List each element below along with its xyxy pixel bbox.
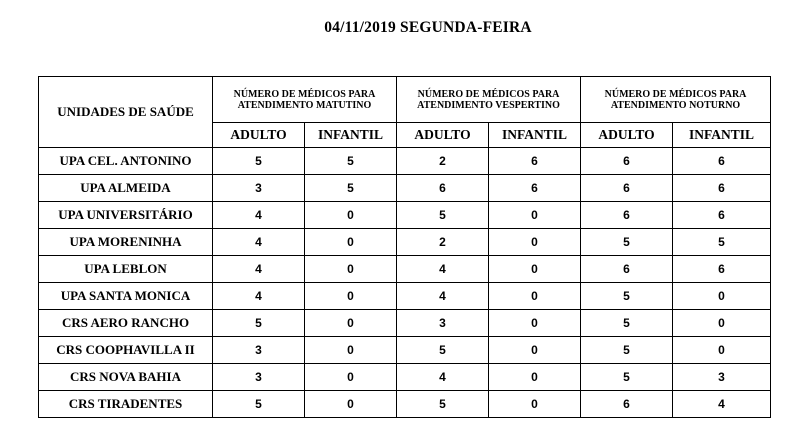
period-header-noturno: NÚMERO DE MÉDICOS PARA ATENDIMENTO NOTURNO: [581, 77, 771, 123]
doctor-count-cell: 5: [213, 310, 305, 337]
doctor-count-cell: 4: [213, 202, 305, 229]
table-row: [39, 283, 771, 310]
doctor-count-cell: 0: [489, 391, 581, 418]
doctor-count-cell: 0: [489, 229, 581, 256]
unit-name-cell: UPA CEL. ANTONINO: [39, 148, 213, 175]
doctor-count-cell: 4: [397, 283, 489, 310]
table-row: [39, 175, 771, 202]
subheader-adulto: ADULTO: [397, 123, 489, 148]
unit-name-cell: UPA MORENINHA: [39, 229, 213, 256]
table-row: [39, 391, 771, 418]
unit-name-cell: CRS COOPHAVILLA II: [39, 337, 213, 364]
doctor-count-cell: 6: [581, 175, 673, 202]
table-row: [39, 364, 771, 391]
doctor-count-cell: 5: [397, 391, 489, 418]
doctor-count-cell: 6: [489, 148, 581, 175]
doctor-count-cell: 3: [673, 364, 771, 391]
unit-name-cell: CRS NOVA BAHIA: [39, 364, 213, 391]
unit-name-cell: UPA SANTA MONICA: [39, 283, 213, 310]
doctor-count-cell: 0: [673, 337, 771, 364]
unit-name-cell: UPA UNIVERSITÁRIO: [39, 202, 213, 229]
unit-name-cell: UPA ALMEIDA: [39, 175, 213, 202]
doctor-count-cell: 0: [305, 391, 397, 418]
doctor-count-cell: 6: [673, 175, 771, 202]
doctor-count-cell: 3: [213, 364, 305, 391]
header-row-periods: [39, 77, 771, 123]
unit-name-cell: UPA LEBLON: [39, 256, 213, 283]
doctor-count-cell: 0: [305, 364, 397, 391]
doctor-count-cell: 0: [489, 337, 581, 364]
doctor-count-cell: 0: [305, 202, 397, 229]
units-header: UNIDADES DE SAÚDE: [39, 77, 213, 148]
doctor-count-cell: 4: [213, 283, 305, 310]
doctor-count-cell: 3: [397, 310, 489, 337]
doctor-count-cell: 5: [581, 364, 673, 391]
table-row: [39, 337, 771, 364]
doctor-count-cell: 5: [673, 229, 771, 256]
page-title: 04/11/2019 SEGUNDA-FEIRA: [324, 19, 532, 36]
doctor-count-cell: 0: [489, 283, 581, 310]
doctor-count-cell: 6: [581, 148, 673, 175]
unit-name-cell: CRS TIRADENTES: [39, 391, 213, 418]
doctor-count-cell: 0: [673, 310, 771, 337]
doctor-count-cell: 4: [213, 229, 305, 256]
table-row: [39, 202, 771, 229]
subheader-adulto: ADULTO: [213, 123, 305, 148]
doctor-count-cell: 0: [489, 202, 581, 229]
doctor-count-cell: 6: [581, 256, 673, 283]
doctor-count-cell: 4: [397, 364, 489, 391]
doctors-table: [38, 76, 771, 418]
doctor-count-cell: 0: [673, 283, 771, 310]
doctor-count-cell: 3: [213, 337, 305, 364]
doctor-count-cell: 5: [581, 310, 673, 337]
doctor-count-cell: 5: [305, 148, 397, 175]
doctor-count-cell: 5: [213, 391, 305, 418]
doctor-count-cell: 5: [397, 202, 489, 229]
period-header-matutino: NÚMERO DE MÉDICOS PARA ATENDIMENTO MATUTINO: [213, 77, 397, 123]
doctor-count-cell: 6: [397, 175, 489, 202]
doctor-count-cell: 3: [213, 175, 305, 202]
doctor-count-cell: 2: [397, 148, 489, 175]
doctor-count-cell: 4: [673, 391, 771, 418]
subheader-adulto: ADULTO: [581, 123, 673, 148]
table-body: [39, 148, 771, 418]
doctor-count-cell: 5: [305, 175, 397, 202]
subheader-infantil: INFANTIL: [673, 123, 771, 148]
doctor-count-cell: 6: [673, 202, 771, 229]
doctor-count-cell: 6: [673, 148, 771, 175]
doctor-count-cell: 0: [305, 283, 397, 310]
doctor-count-cell: 0: [489, 364, 581, 391]
table-row: [39, 310, 771, 337]
table-row: [39, 256, 771, 283]
doctor-count-cell: 5: [213, 148, 305, 175]
doctor-count-cell: 4: [397, 256, 489, 283]
doctor-count-cell: 5: [581, 283, 673, 310]
subheader-infantil: INFANTIL: [305, 123, 397, 148]
table-row: [39, 148, 771, 175]
table-row: [39, 229, 771, 256]
doctor-count-cell: 4: [213, 256, 305, 283]
doctor-count-cell: 5: [581, 337, 673, 364]
doctor-count-cell: 0: [305, 337, 397, 364]
doctor-count-cell: 0: [489, 256, 581, 283]
unit-name-cell: CRS AERO RANCHO: [39, 310, 213, 337]
doctor-count-cell: 5: [581, 229, 673, 256]
doctor-count-cell: 6: [489, 175, 581, 202]
doctor-count-cell: 5: [397, 337, 489, 364]
doctor-count-cell: 0: [305, 229, 397, 256]
period-header-vespertino: NÚMERO DE MÉDICOS PARA ATENDIMENTO VESPERTINO: [397, 77, 581, 123]
doctor-count-cell: 6: [673, 256, 771, 283]
doctor-count-cell: 0: [305, 310, 397, 337]
doctor-count-cell: 2: [397, 229, 489, 256]
doctor-count-cell: 6: [581, 202, 673, 229]
doctor-count-cell: 6: [581, 391, 673, 418]
subheader-infantil: INFANTIL: [489, 123, 581, 148]
doctor-count-cell: 0: [489, 310, 581, 337]
doctor-count-cell: 0: [305, 256, 397, 283]
